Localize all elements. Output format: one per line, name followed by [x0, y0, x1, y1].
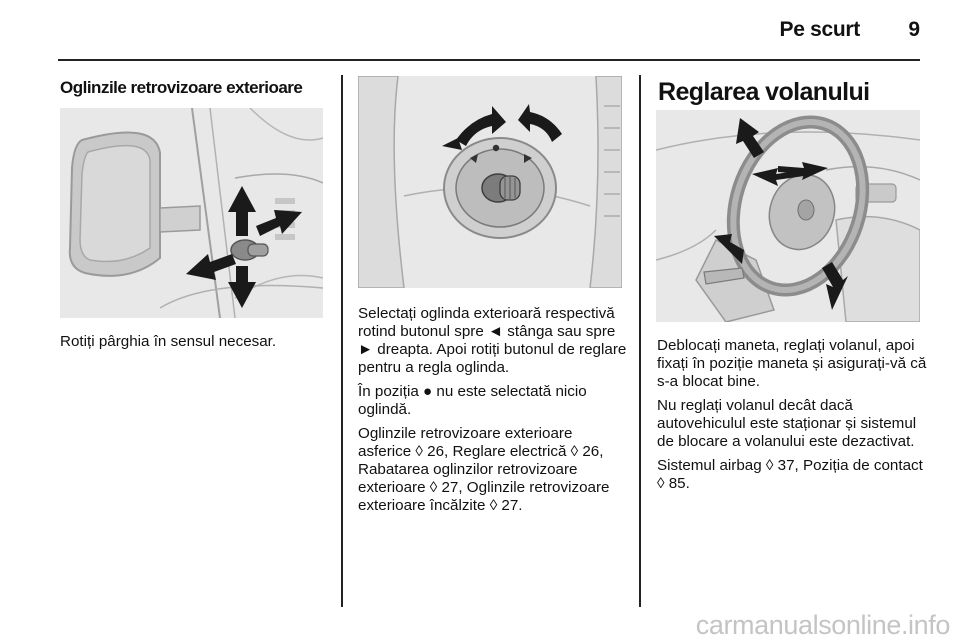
mirror-selector-knob-illustration: [358, 76, 622, 288]
column-divider-2: [639, 75, 641, 607]
header-rule: [58, 59, 920, 61]
column-divider-1: [341, 75, 343, 607]
mirror-lever-drawing: [60, 108, 323, 318]
steering-wheel-illustration: [656, 110, 920, 322]
steering-paragraph-2: Nu reglați volanul decât dacă autovehiculul este staționar și sistemul de blocare a volanului este dezactivat.: [657, 397, 917, 450]
mirror-knob-drawing: [358, 76, 622, 288]
mirror-selection-paragraph-1: Selectați oglinda exterioară respectivă rotind butonul spre ◄ stânga sau spre ► dreapta. Apoi rotiți butonul de reglare pentru a regla oglinda.: [358, 305, 627, 376]
mirror-caption: Rotiți pârghia în sensul necesar.: [60, 333, 277, 350]
mirror-selection-text: [358, 305, 628, 521]
page-number: 9: [908, 18, 920, 41]
mirror-lever-illustration: [60, 108, 323, 318]
mirror-selection-paragraph-2: În poziția ● nu este selectată nicio oglindă.: [358, 383, 587, 418]
steering-wheel-drawing: [656, 110, 920, 322]
mirror-selection-paragraph-3: Oglinzile retrovizoare exterioare asferice ◊ 26, Reglare electrică ◊ 26, Rabatarea oglinzilor retrovizoare exterioare ◊ 27, Oglinzile retrovizoare exterioare încălzite ◊ 27.: [358, 425, 610, 514]
steering-paragraph-3: Sistemul airbag ◊ 37, Poziția de contact ◊ 85.: [657, 457, 923, 492]
section-heading-steering: Reglarea volanului: [658, 78, 870, 106]
running-header-title: Pe scurt: [779, 18, 860, 41]
section-heading-mirrors: Oglinzile retrovizoare exterioare: [60, 78, 303, 97]
steering-adjust-text: [657, 337, 927, 499]
steering-paragraph-1: Deblocați maneta, reglați volanul, apoi fixați în poziție maneta și asigurați-vă că s-a blocat bine.: [657, 337, 927, 390]
site-watermark: carmanualsonline.info: [695, 610, 950, 640]
